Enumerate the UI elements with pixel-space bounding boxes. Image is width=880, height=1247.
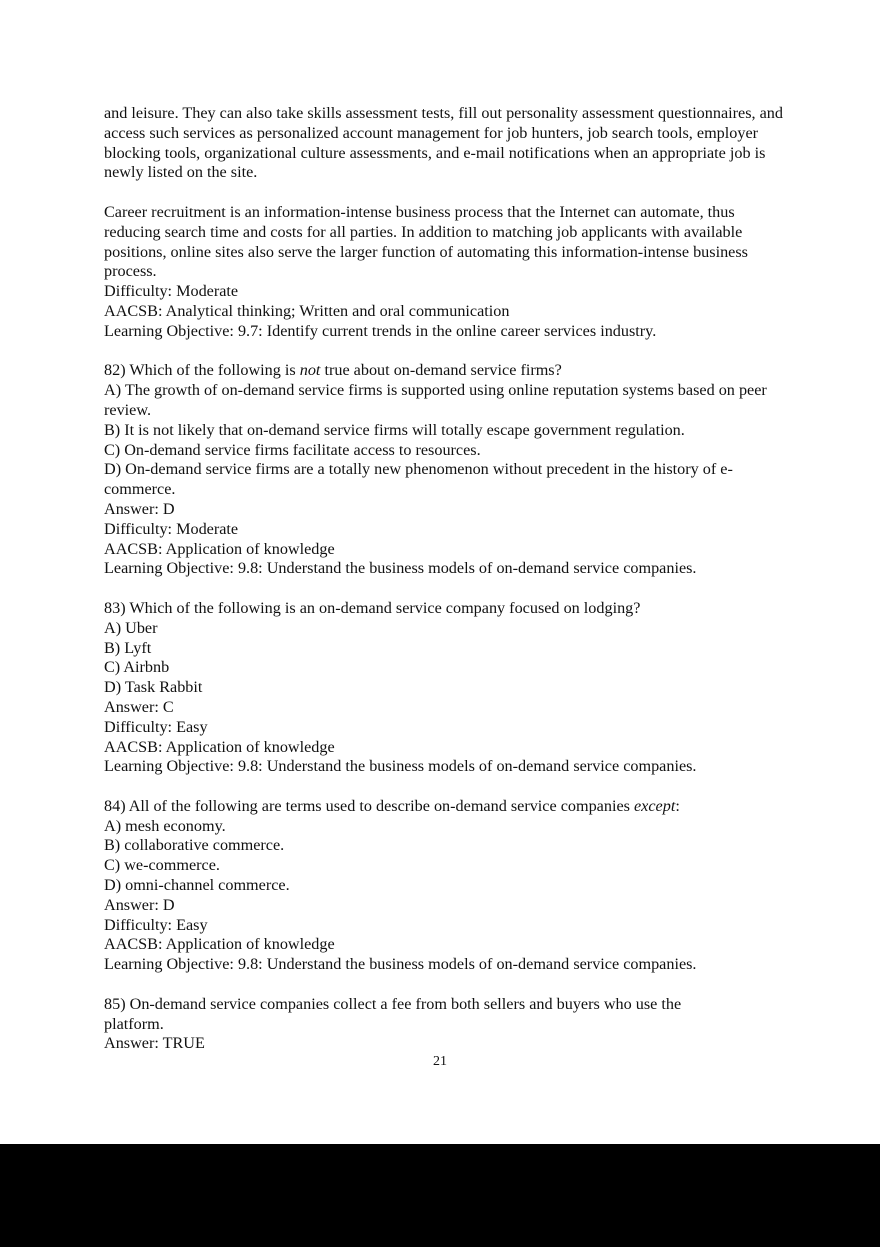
difficulty-line: Difficulty: Easy [104,717,208,736]
difficulty-line: Difficulty: Easy [104,915,208,934]
question-83 [104,599,784,777]
explanation-paragraph: Career recruitment is an information-intense business process that the Internet can automate, thus reducing search time and costs for all parties. In addition to matching job applicants with available positions, online sites also serve the larger function of automating this information-intense business process. [104,202,748,281]
question-84 [104,797,784,975]
learning-objective-line: Learning Objective: 9.8: Understand the business models of on-demand service companies. [104,559,697,578]
spacer [104,183,784,203]
page-number: 21 [433,1054,447,1069]
aacsb-line: AACSB: Application of knowledge [104,539,335,558]
option-d: D) omni-channel commerce. [104,876,290,895]
option-d: D) On-demand service firms are a totally new phenomenon without precedent in the history of e-commerce. [104,460,733,499]
question-85 [104,995,784,1054]
option-b: B) Lyft [104,638,152,657]
learning-objective-line: Learning Objective: 9.7: Identify current trends in the online career services industry. [104,321,657,340]
stem-emphasis: not [299,361,321,380]
spacer [104,777,784,797]
difficulty-line: Difficulty: Moderate [104,282,239,301]
spacer [104,975,784,995]
question-stem [104,797,784,817]
aacsb-line: AACSB: Application of knowledge [104,935,335,954]
option-a: A) Uber [104,618,158,637]
continuation-paragraph: and leisure. They can also take skills assessment tests, fill out personality assessment questionnaires, and access such services as personalized account management for job hunters, job search tools, employer blocking tools, organizational culture assessments, and e-mail notifications when an appropriate job is newly listed on the site. [104,104,783,182]
learning-objective-line: Learning Objective: 9.8: Understand the business models of on-demand service companies. [104,757,697,776]
option-a: A) mesh economy. [104,816,226,835]
question-82 [104,361,784,579]
stem-text: 82) Which of the following is [104,361,300,380]
option-c: C) On-demand service firms facilitate access to resources. [104,440,481,459]
page-content [104,104,784,1054]
difficulty-line: Difficulty: Moderate [104,519,239,538]
stem-text: true about on-demand service firms? [320,361,562,380]
spacer [104,579,784,599]
option-b: B) collaborative commerce. [104,836,285,855]
stem-emphasis: except [633,796,676,815]
spacer [104,342,784,362]
question-stem: 83) Which of the following is an on-demand service company focused on lodging? [104,598,641,617]
aacsb-line: AACSB: Application of knowledge [104,737,335,756]
option-b: B) It is not likely that on-demand service firms will totally escape government regulation. [104,420,685,439]
answer-line: Answer: C [104,697,174,716]
question-stem: 85) On-demand service companies collect a fee from both sellers and buyers who use the platform. [104,994,682,1033]
viewer-background [0,1144,880,1247]
option-a: A) The growth of on-demand service firms is supported using online reputation systems based on peer review. [104,381,767,419]
answer-line: Answer: TRUE [104,1034,205,1053]
option-c: C) Airbnb [104,658,170,677]
learning-objective-line: Learning Objective: 9.8: Understand the business models of on-demand service companies. [104,955,697,974]
answer-line: Answer: D [104,895,175,914]
option-c: C) we-commerce. [104,856,220,875]
option-d: D) Task Rabbit [104,678,203,697]
aacsb-line: AACSB: Analytical thinking; Written and oral communication [104,301,510,320]
stem-text: 84) All of the following are terms used to describe on-demand service companies [104,796,634,815]
question-stem [104,361,784,381]
stem-text: : [675,796,680,815]
answer-line: Answer: D [104,499,175,518]
